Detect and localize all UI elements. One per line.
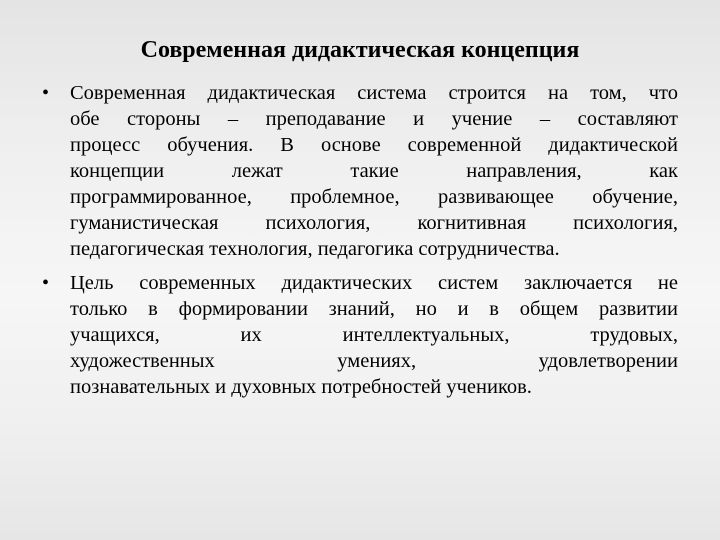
slide-title: Современная дидактическая концепция <box>140 37 580 63</box>
bullet-2-line-3: учащихся, их интеллектуальных, трудовых, <box>70 324 678 346</box>
bullet-2-line-1: Цель современных дидактических систем заключается не <box>70 272 678 294</box>
bullet-item-1 <box>36 80 678 262</box>
bullet-2-line-5: познавательных и духовных потребностей учеников. <box>70 376 532 398</box>
bullet-list <box>36 80 678 408</box>
bullet-1-line-4: концепции лежат такие направления, как <box>70 160 678 182</box>
bullet-2-line-2: только в формировании знаний, но и в общем развитии <box>70 298 678 320</box>
bullet-1-line-7: педагогическая технология, педагогика сотрудничества. <box>70 238 560 260</box>
bullet-2-line-4: художественных умениях, удовлетворении <box>70 350 678 372</box>
bullet-item-2 <box>36 270 678 400</box>
bullet-1-line-1: Современная дидактическая система строится на том, что <box>70 82 678 104</box>
bullet-1-line-5: программированное, проблемное, развивающее обучение, <box>70 186 678 208</box>
bullet-dot-icon: • <box>42 82 50 104</box>
bullet-1-line-2: обе стороны – преподавание и учение – составляют <box>70 108 678 130</box>
bullet-dot-icon: • <box>42 272 50 294</box>
bullet-1-line-3: процесс обучения. В основе современной дидактической <box>70 134 678 156</box>
bullet-1-line-6: гуманистическая психология, когнитивная психология, <box>70 212 678 234</box>
